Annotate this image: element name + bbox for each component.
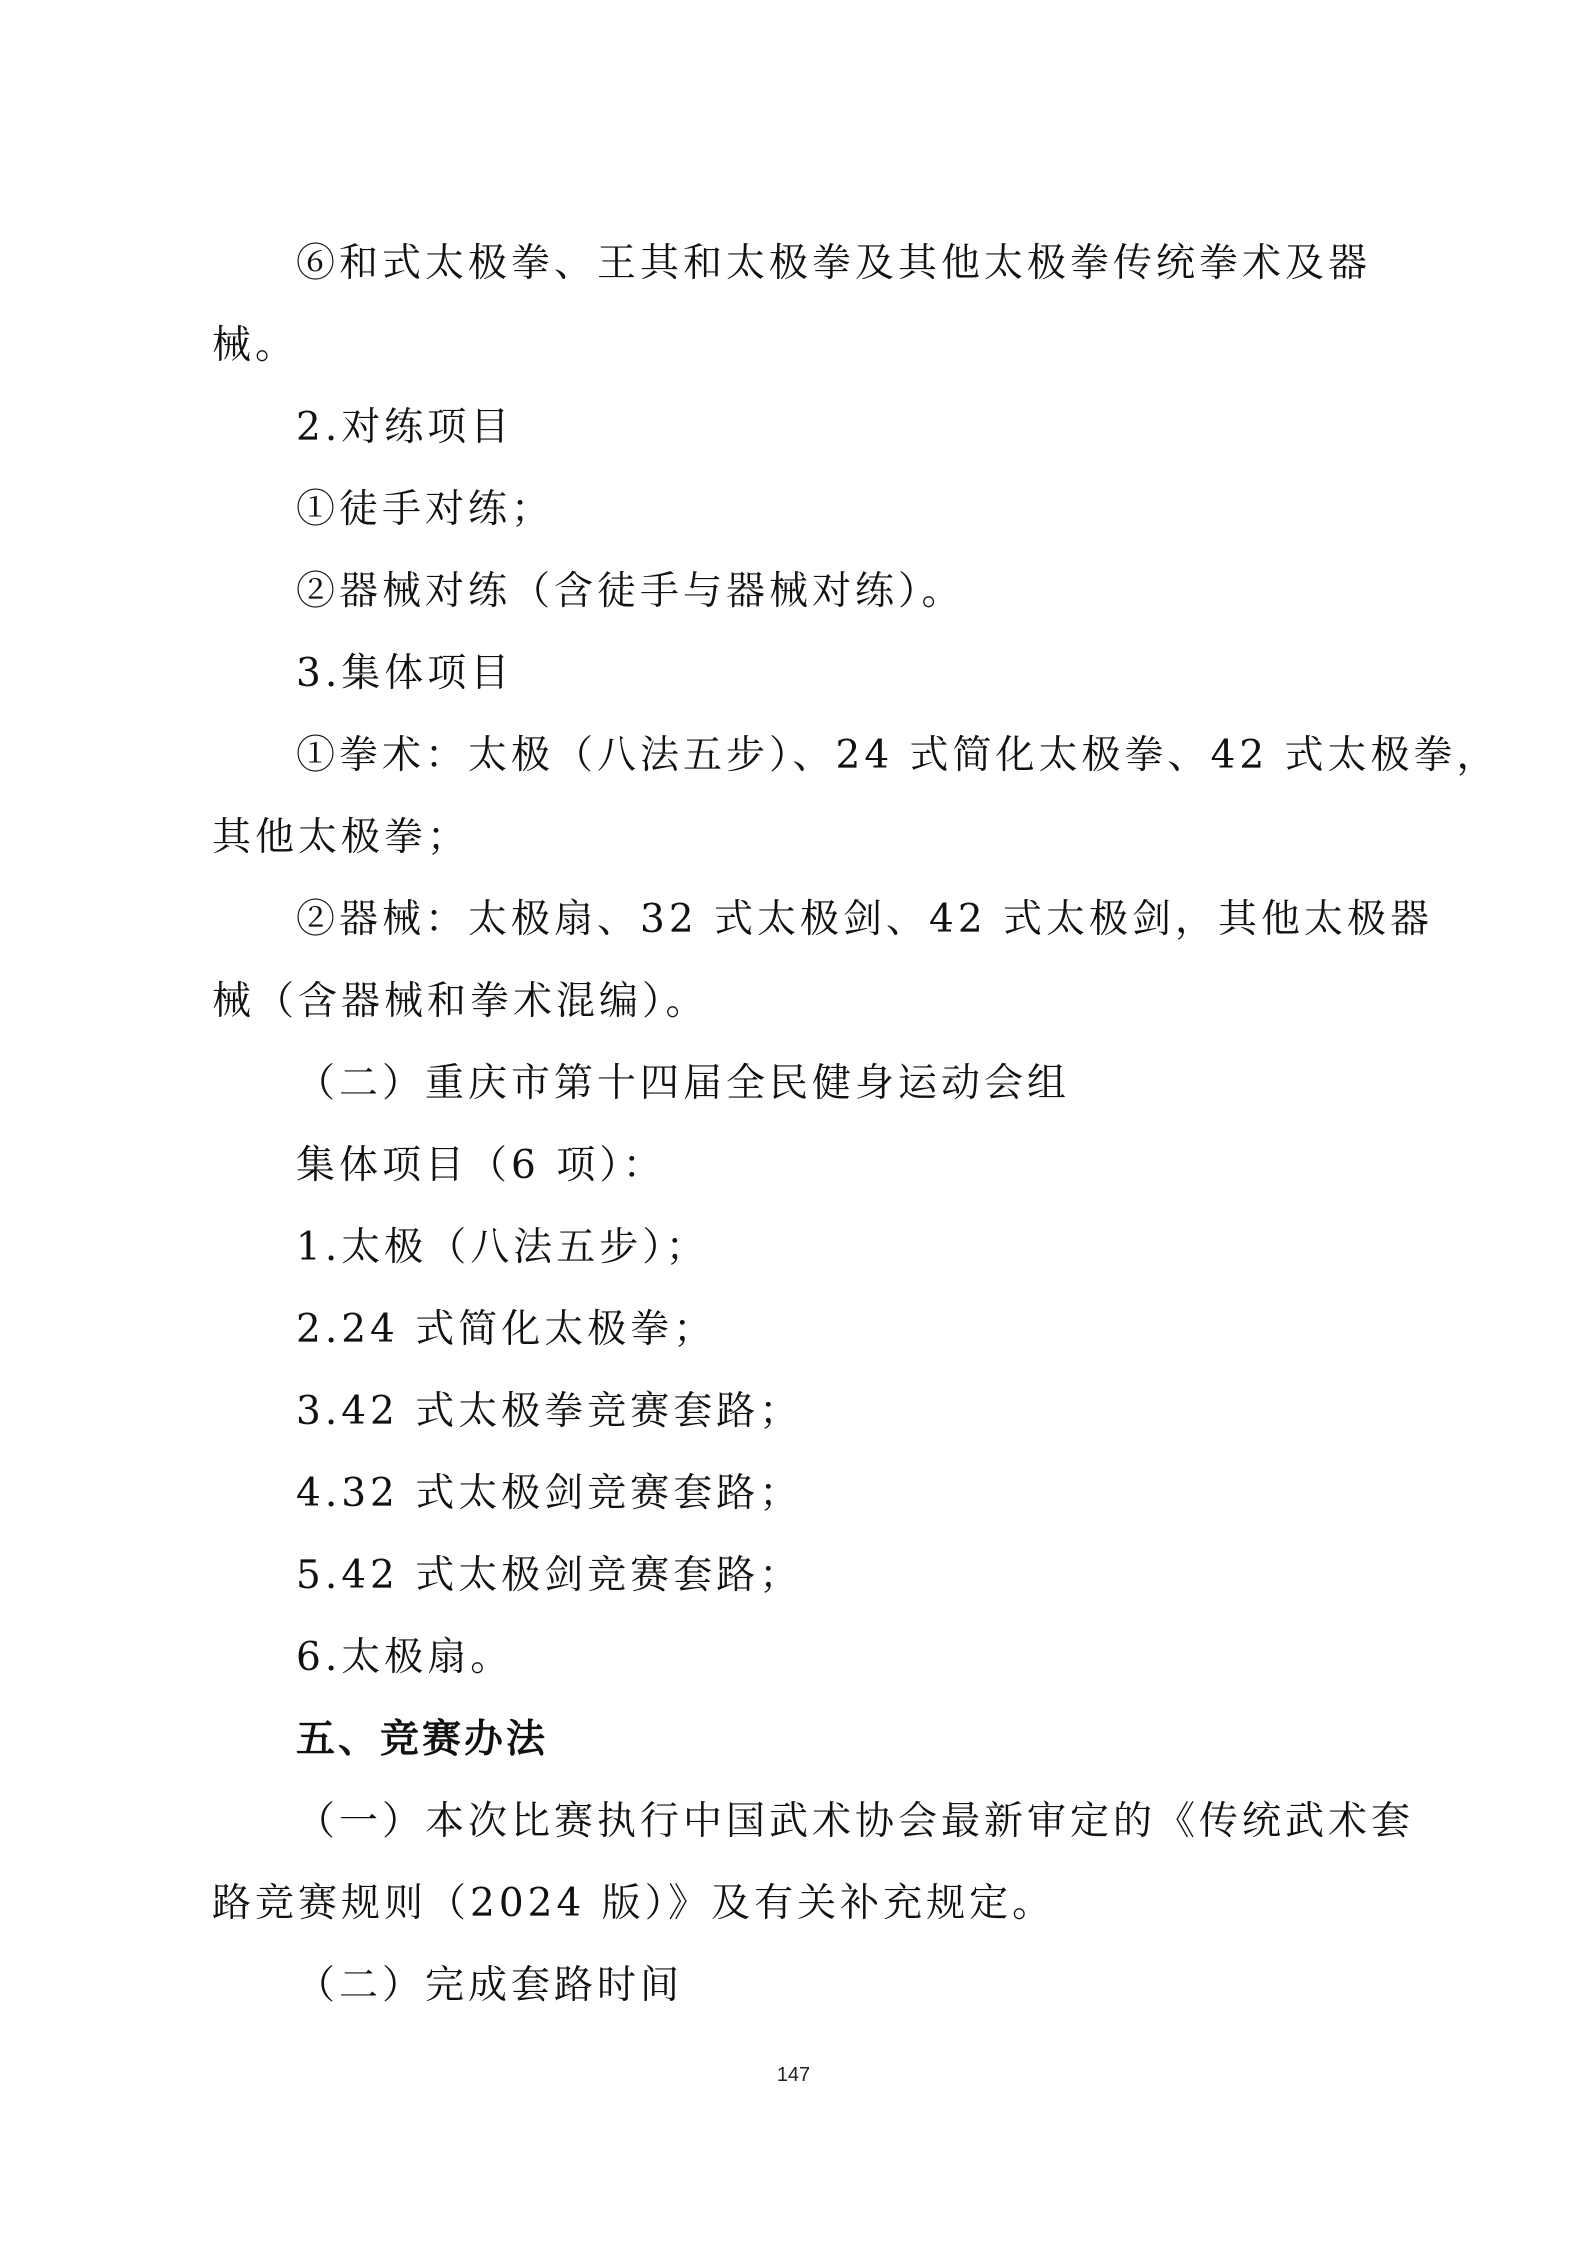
page-number: 147 (776, 2064, 811, 2086)
paragraph-rules: （一）本次比赛执行中国武术协会最新审定的《传统武术套 (296, 1799, 1415, 1844)
text-line-item-6-style: ⑥和式太极拳、王其和太极拳及其他太极拳传统拳术及器 (296, 241, 1372, 286)
section-heading-competition-methods: 五、竞赛办法 (296, 1717, 549, 1762)
subheading-routine-time: （二）完成套路时间 (296, 1963, 684, 2008)
list-item-4: 4.32 式太极剑竞赛套路； (296, 1471, 803, 1516)
list-item-2: 2.24 式简化太极拳； (296, 1307, 717, 1352)
text-line-continuation: 械（含器械和拳术混编）。 (212, 979, 709, 1024)
text-line-continuation: 械。 (212, 323, 299, 368)
text-line-continuation: 路竞赛规则（2024 版）》及有关补充规定。 (212, 1881, 1056, 1926)
list-item-5: 5.42 式太极剑竞赛套路； (296, 1553, 803, 1598)
list-item-6: 6.太极扇。 (296, 1635, 514, 1680)
section-heading-fitness-games: （二）重庆市第十四届全民健身运动会组 (296, 1061, 1071, 1106)
list-item-weapon-pair: ②器械对练（含徒手与器械对练）。 (296, 569, 965, 614)
list-item-group-boxing: ①拳术：太极（八法五步）、24 式简化太极拳、42 式太极拳， (296, 733, 1500, 778)
section-heading-group: 3.集体项目 (296, 651, 514, 696)
text-line-continuation: 其他太极拳； (212, 815, 471, 860)
subheading-group-items: 集体项目（6 项）： (296, 1143, 666, 1188)
section-heading-pair-practice: 2.对练项目 (296, 405, 514, 450)
list-item-1: 1.太极（八法五步）； (296, 1225, 709, 1270)
list-item-3: 3.42 式太极拳竞赛套路； (296, 1389, 803, 1434)
list-item-group-weapons: ②器械：太极扇、32 式太极剑、42 式太极剑，其他太极器 (296, 897, 1434, 942)
list-item-bare-hand-pair: ①徒手对练； (296, 487, 555, 532)
